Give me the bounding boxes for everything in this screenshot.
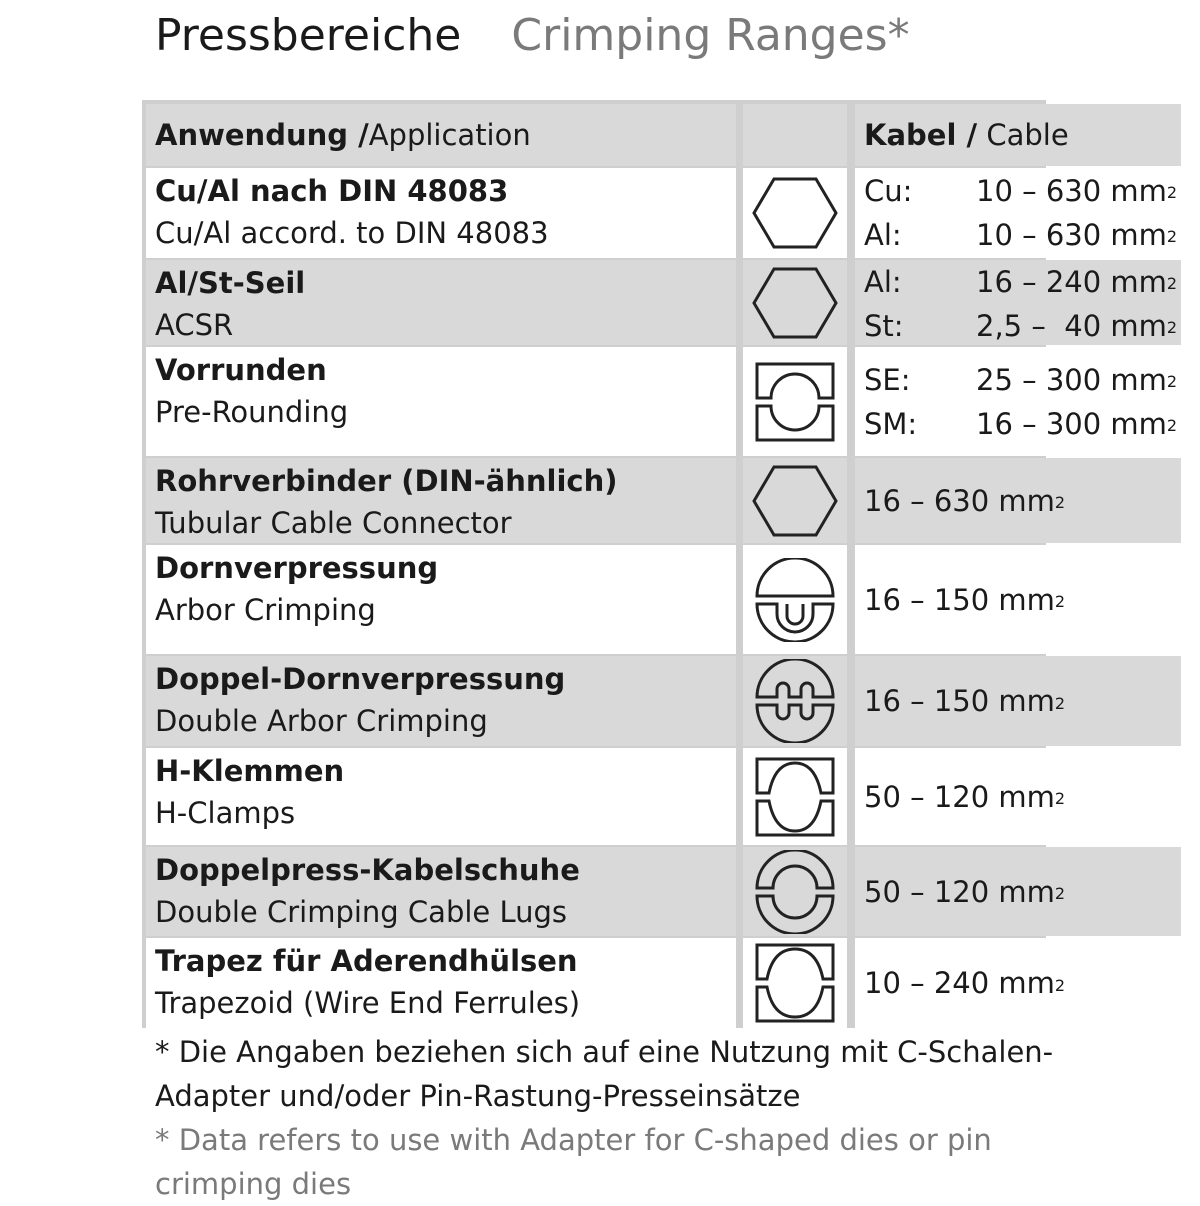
cable-range-line xyxy=(864,402,1181,446)
application-cell xyxy=(146,260,736,345)
pre-rounding-die-icon xyxy=(743,347,847,456)
cable-range-number: 16 – 630 mm xyxy=(864,483,1055,518)
application-cell xyxy=(146,168,736,258)
footnote-english: * Data refers to use with Adapter for C-shaped dies or pin crimping dies xyxy=(155,1123,992,1201)
cable-range-number: 50 – 120 mm xyxy=(864,779,1055,814)
cable-range-number: 50 – 120 mm xyxy=(864,874,1055,909)
unit-exponent: 2 xyxy=(1054,693,1066,713)
unit-exponent: 2 xyxy=(1054,493,1066,512)
cable-range-number: 16 – 150 mm xyxy=(864,684,1055,718)
cable-range-value xyxy=(976,213,1177,257)
cable-range-number: 25 – 300 mm xyxy=(976,362,1167,397)
application-name-en: H-Clamps xyxy=(155,796,296,830)
application-name-en: Cu/Al accord. to DIN 48083 xyxy=(155,216,549,250)
cable-material-label: Al: xyxy=(864,265,902,299)
unit-exponent: 2 xyxy=(1166,183,1178,202)
header-cable-en: Cable xyxy=(977,118,1069,152)
application-name-de: H-Klemmen xyxy=(155,754,345,788)
cable-range-cell xyxy=(855,458,1181,543)
unit-exponent: 2 xyxy=(1166,227,1178,246)
cable-range-value xyxy=(864,847,1181,936)
cable-range-line xyxy=(864,358,1181,402)
cable-range-number: 16 – 240 mm xyxy=(976,265,1167,299)
cable-range-value xyxy=(976,169,1177,213)
page-title xyxy=(155,8,910,64)
application-name-en: Trapezoid (Wire End Ferrules) xyxy=(155,986,581,1020)
header-application xyxy=(146,104,736,166)
application-cell xyxy=(146,656,736,746)
title-english: Crimping Ranges* xyxy=(511,10,910,61)
double-arbor-die-icon xyxy=(743,656,847,746)
cable-range-number: 16 – 300 mm xyxy=(976,406,1167,441)
cable-range-number: 2,5 – 40 mm xyxy=(976,309,1167,343)
application-cell xyxy=(146,458,736,543)
unit-exponent: 2 xyxy=(1054,975,1066,995)
cable-range-cell xyxy=(855,656,1181,746)
cable-range-line xyxy=(864,213,1181,257)
application-name-de: Al/St-Seil xyxy=(155,266,306,300)
hexagon-icon xyxy=(743,458,847,543)
header-icon-column xyxy=(743,104,847,166)
cable-range-cell xyxy=(855,847,1181,936)
cable-range-value xyxy=(864,938,1181,1028)
application-name-en: ACSR xyxy=(155,308,234,342)
title-german: Pressbereiche xyxy=(155,10,462,61)
cable-range-number: 10 – 630 mm xyxy=(976,218,1167,252)
cable-material-label: Al: xyxy=(864,218,902,252)
application-name-de: Rohrverbinder (DIN-ähnlich) xyxy=(155,464,618,498)
cable-range-value xyxy=(976,260,1177,304)
application-name-en: Arbor Crimping xyxy=(155,593,376,627)
cable-range-value xyxy=(864,748,1181,845)
cable-range-value xyxy=(976,402,1177,446)
application-cell xyxy=(146,545,736,654)
hexagon-icon xyxy=(743,168,847,258)
unit-exponent: 2 xyxy=(1166,318,1178,337)
application-name-de: Vorrunden xyxy=(155,353,327,387)
cable-range-cell xyxy=(855,545,1181,654)
application-name-de: Trapez für Aderendhülsen xyxy=(155,944,578,978)
header-application-en: Application xyxy=(368,118,531,152)
cable-range-value xyxy=(864,545,1181,654)
footnote-german: * Die Angaben beziehen sich auf eine Nutzung mit C-Schalen-Adapter und/oder Pin-Rastung-Presseinsätze xyxy=(155,1035,1054,1113)
cable-range-cell xyxy=(855,168,1181,258)
application-name-de: Dornverpressung xyxy=(155,551,439,585)
cable-range-line xyxy=(864,169,1181,213)
trapezoid-die-icon xyxy=(743,938,847,1028)
application-name-de: Doppelpress-Kabelschuhe xyxy=(155,853,580,887)
cable-range-line xyxy=(864,304,1181,348)
unit-exponent: 2 xyxy=(1054,884,1066,903)
cable-range-value xyxy=(976,358,1177,402)
cable-range-cell xyxy=(855,260,1181,345)
application-name-en: Pre-Rounding xyxy=(155,395,349,429)
unit-exponent: 2 xyxy=(1166,371,1178,391)
cable-range-cell xyxy=(855,938,1181,1028)
unit-exponent: 2 xyxy=(1054,592,1066,611)
header-application-de: Anwendung / xyxy=(155,118,369,152)
cable-material-label: St: xyxy=(864,309,904,343)
application-cell xyxy=(146,347,736,456)
cable-range-number: 10 – 240 mm xyxy=(864,966,1055,1000)
hexagon-icon xyxy=(743,260,847,345)
cable-material-label: Cu: xyxy=(864,174,913,208)
cable-range-number: 16 – 150 mm xyxy=(864,582,1055,617)
cable-range-cell xyxy=(855,748,1181,845)
application-cell xyxy=(146,847,736,936)
application-name-de: Cu/Al nach DIN 48083 xyxy=(155,174,509,208)
cable-range-cell xyxy=(855,347,1181,456)
cable-material-label: SE: xyxy=(864,362,911,397)
cable-material-label: SM: xyxy=(864,406,918,441)
unit-exponent: 2 xyxy=(1166,274,1178,293)
cable-range-value xyxy=(976,304,1177,348)
double-crimp-die-icon xyxy=(743,847,847,936)
application-name-en: Tubular Cable Connector xyxy=(155,506,512,540)
unit-exponent: 2 xyxy=(1054,789,1066,808)
cable-range-value xyxy=(864,458,1181,543)
crimping-ranges-table xyxy=(142,100,1178,1028)
arbor-die-icon xyxy=(743,545,847,654)
application-name-en: Double Arbor Crimping xyxy=(155,704,488,738)
cable-range-value xyxy=(864,656,1181,746)
application-cell xyxy=(146,938,736,1028)
application-name-en: Double Crimping Cable Lugs xyxy=(155,895,568,929)
unit-exponent: 2 xyxy=(1166,415,1178,435)
application-cell xyxy=(146,748,736,845)
cable-range-number: 10 – 630 mm xyxy=(976,174,1167,208)
application-name-de: Doppel-Dornverpressung xyxy=(155,662,566,696)
cable-range-line xyxy=(864,260,1181,304)
h-clamp-die-icon xyxy=(743,748,847,845)
header-cable xyxy=(855,104,1181,166)
header-cable-de: Kabel / xyxy=(864,118,978,152)
